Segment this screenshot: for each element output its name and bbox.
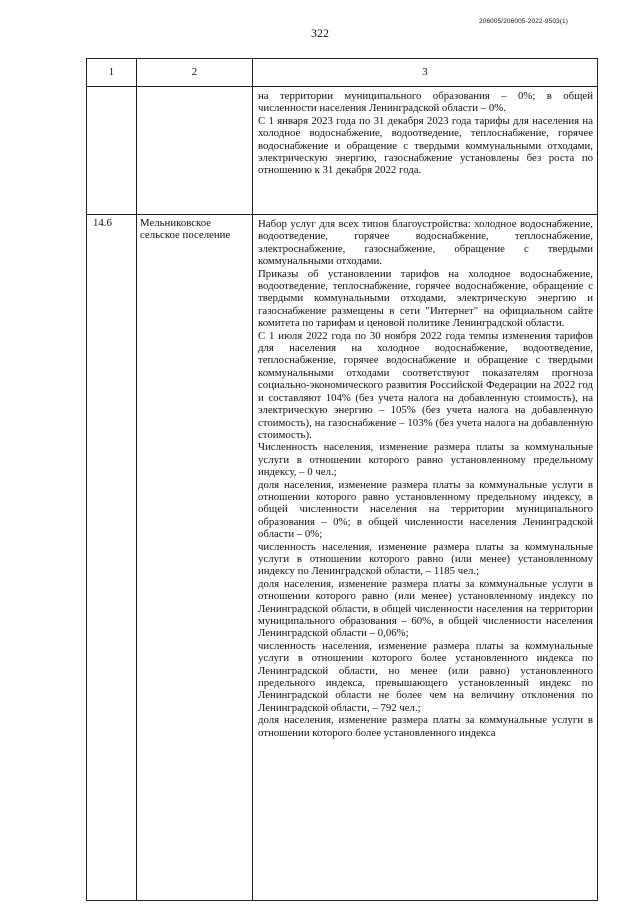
settlement-name — [137, 87, 253, 215]
row-number: 14.6 — [87, 215, 137, 901]
column-header: 1 — [87, 59, 137, 87]
paragraph: доля населения, изменение размера платы за коммунальные услуги в отношении которого равно установленному предельному индексу, в общей численности населения на территории муниципального образования – 0%; в общей численности населения Ленинградской области – 0%; — [258, 478, 593, 541]
row-text — [253, 87, 598, 215]
paragraph: численность населения, изменение размера платы за коммунальные услуги в отношении которого равно (или менее) установленному индексу по Ленинградской области, – 1185 чел.; — [258, 540, 593, 578]
page-number: 322 — [311, 26, 329, 40]
paragraph: С 1 января 2023 года по 31 декабря 2023 года тарифы для населения на холодное водоснабжение, водоотведение, теплоснабжение, горячее водоснабжение и обращение с твердыми коммунальными отходами, электрическую энергию, газоснабжение установлены без роста по отношению к 31 декабря 2022 года. — [258, 114, 593, 177]
paragraph: С 1 июля 2022 года по 30 ноября 2022 года темпы изменения тарифов для населения на холодное водоснабжение, водоотведение, теплоснабжение, горячее водоснабжение и обращение с твердыми коммунальными отходами соответствуют показателям прогноза социально-экономического развития Российской Федерации на 2022 год и составляют 104% (без учета налога на добавленную стоимость), на электрическую энергию – 105% (без учета налога на добавленную стоимость), на газоснабжение – 103% (без учета налога на добавленную стоимость). — [258, 329, 593, 441]
paragraph: Численность населения, изменение размера платы за коммунальные услуги в отношении которого равно установленному предельному индексу, – 0 чел.; — [258, 441, 593, 479]
paragraph: численность населения, изменение размера платы за коммунальные услуги в отношении которого более установленного индекса по Ленинградской области, но менее (или равно) установленного предельного индекса, превышающего установленный индекс по Ленинградской области не более чем на величину отклонения по Ленинградской области, – 792 чел.; — [258, 639, 593, 714]
paragraph: доля населения, изменение размера платы за коммунальные услуги в отношении которого равно (или менее) установленному индексу по Ленинградской области, в общей численности населения на территории муниципального образования – 60%, в общей численности населения Ленинградской области – 0,06%; — [258, 577, 593, 640]
paragraph: Набор услуг для всех типов благоустройства: холодное водоснабжение, водоотведение, горячее водоснабжение, теплоснабжение, электроснабжение, газоснабжение, обращение с твердыми коммунальными отходами. — [258, 218, 593, 268]
tariff-table — [86, 58, 598, 901]
row-text — [253, 215, 598, 901]
column-header: 3 — [253, 59, 598, 87]
document-code: 206005/206005-2022-9503(1) — [479, 18, 568, 25]
table-row — [87, 215, 598, 901]
paragraph: доля населения, изменение размера платы за коммунальные услуги в отношении которого более установленного индекса — [258, 714, 593, 739]
row-number — [87, 87, 137, 215]
paragraph: на территории муниципального образования – 0%; в общей численности населения Ленинградской области – 0%. — [258, 90, 593, 115]
column-header: 2 — [137, 59, 253, 87]
table-row — [87, 87, 598, 215]
paragraph: Приказы об установлении тарифов на холодное водоснабжение, водоотведение, теплоснабжение, горячее водоснабжение, обращение с твердыми коммунальными отходами, электрическую энергию и газоснабжение размещены в сети "Интернет" на официальном сайте комитета по тарифам и ценовой политике Ленинградской области. — [258, 267, 593, 330]
table-header-row — [87, 59, 598, 87]
settlement-name: Мельниковское сельское поселение — [137, 215, 253, 901]
